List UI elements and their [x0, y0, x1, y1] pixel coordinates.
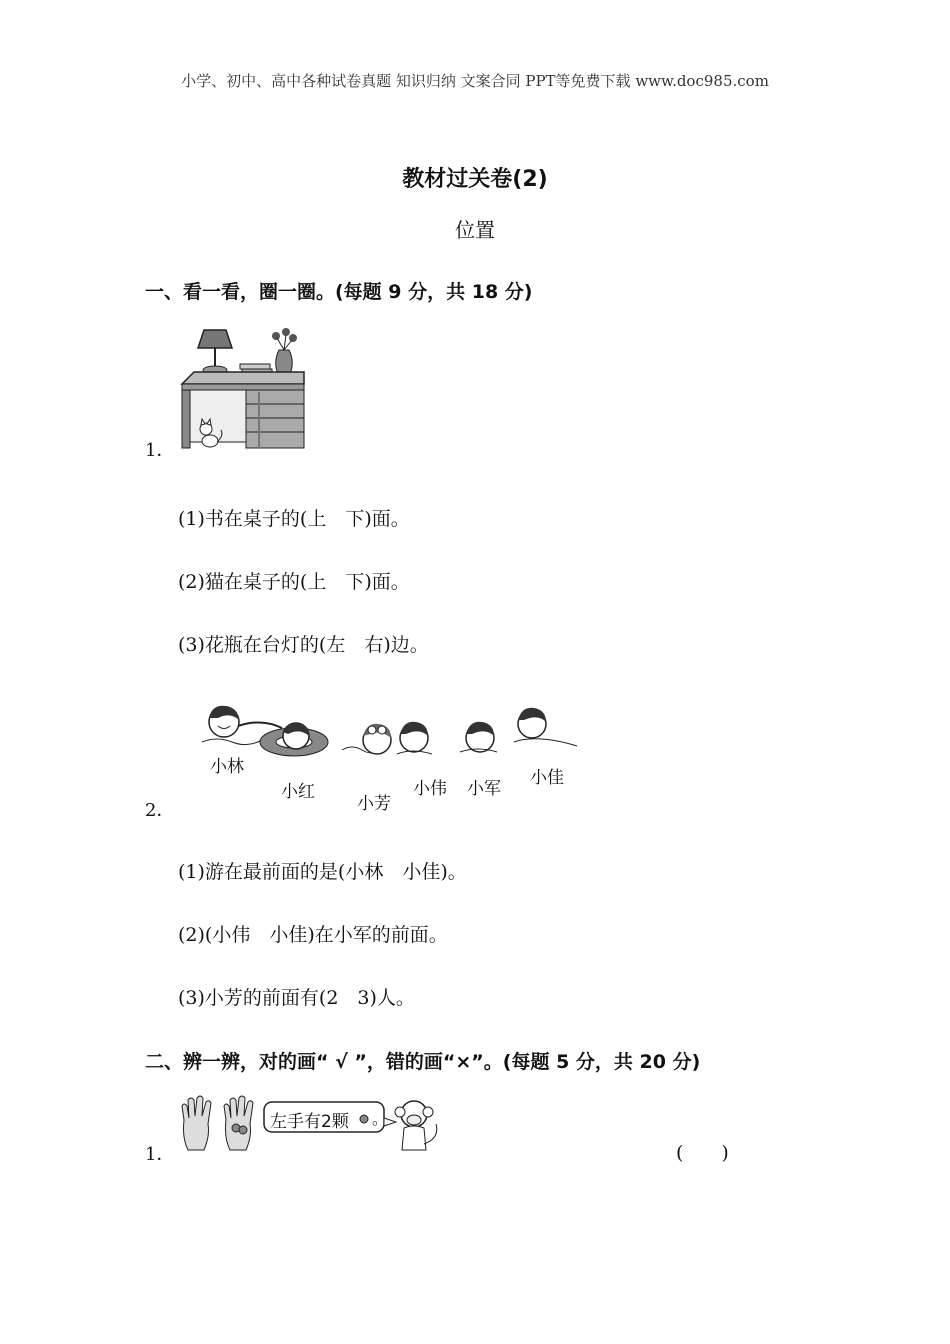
desk-illustration — [176, 326, 311, 452]
q2-item-3: (3)小芳的前面有(2 3)人。 — [178, 987, 415, 1009]
swimmer-name-xiaolin: 小林 — [210, 757, 244, 777]
swimmer-name-xiaowei: 小伟 — [413, 779, 447, 799]
page-title: 教材过关卷(2) — [402, 167, 548, 192]
question-1-number: 1． — [145, 440, 175, 461]
swimmer-name-xiaohong: 小红 — [281, 782, 315, 802]
section2-heading: 二、辨一辨，对的画“ √ ”，错的画“×”。(每题 5 分，共 20 分) — [145, 1051, 701, 1073]
q2-item-2: (2)(小伟 小佳)在小军的前面。 — [178, 924, 448, 946]
speech-bubble-text: 左手有2颗 — [270, 1112, 349, 1132]
page-header: 小学、初中、高中各种试卷真题 知识归纳 文案合同 PPT等免费下载 www.doc985.com — [181, 72, 769, 90]
section1-heading: 一、看一看，圈一圈。(每题 9 分，共 18 分) — [145, 281, 533, 303]
section2-question-1-number: 1． — [145, 1144, 175, 1165]
swimmers-illustration — [192, 696, 587, 776]
question-2-number: 2． — [145, 800, 175, 821]
q1-item-1: (1)书在桌子的(上 下)面。 — [178, 508, 410, 530]
svg-text:。: 。 — [372, 1109, 389, 1128]
page-subtitle: 位置 — [455, 218, 495, 242]
swimmer-name-xiaojia: 小佳 — [530, 768, 564, 788]
swimmer-name-xiaofang: 小芳 — [357, 794, 391, 814]
answer-parentheses[interactable]: ( ) — [676, 1142, 729, 1164]
q2-item-1: (1)游在最前面的是(小林 小佳)。 — [178, 861, 467, 883]
q1-item-3: (3)花瓶在台灯的(左 右)边。 — [178, 634, 429, 656]
swimmer-name-xiaojun: 小军 — [467, 779, 501, 799]
q1-item-2: (2)猫在桌子的(上 下)面。 — [178, 571, 410, 593]
